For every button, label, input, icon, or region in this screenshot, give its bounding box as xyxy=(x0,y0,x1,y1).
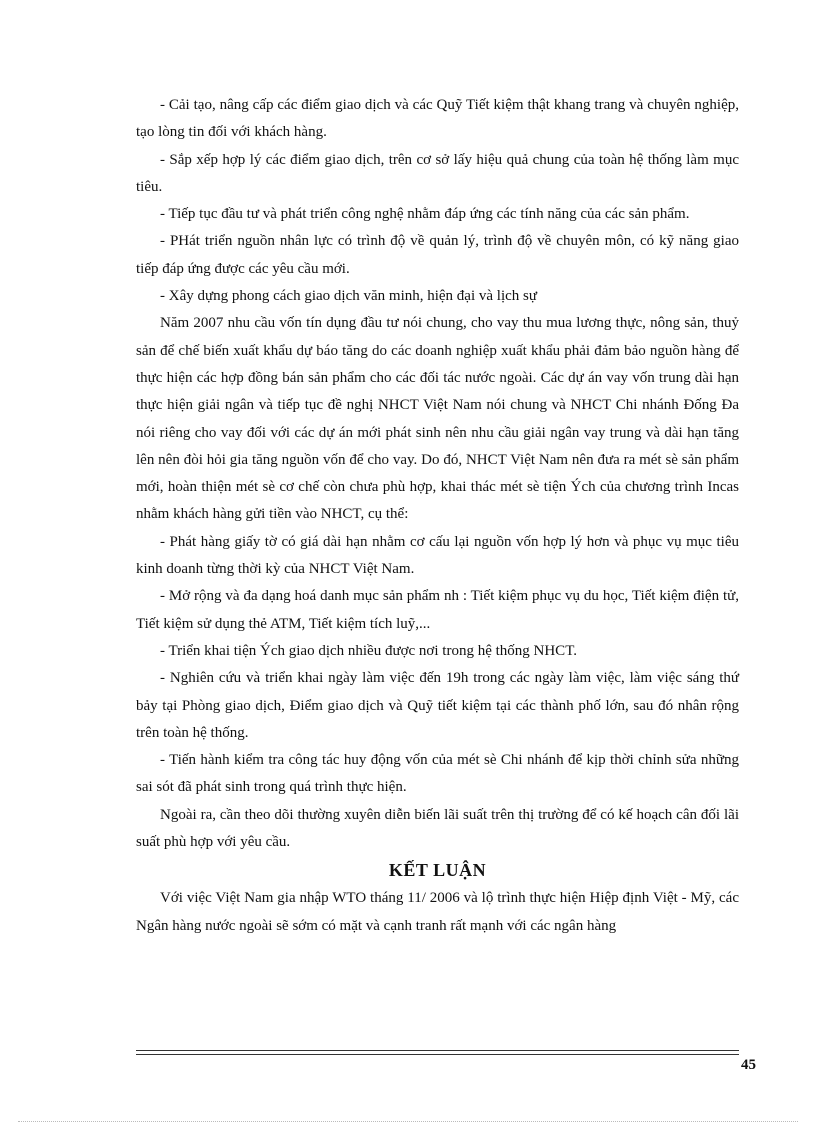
footer-divider xyxy=(136,1050,739,1055)
body-text xyxy=(136,92,739,940)
bullet-product-diversity: - Mở rộng và đa dạng hoá danh mục sản phẩm nh : Tiết kiệm phục vụ du học, Tiết kiệm điện tử, Tiết kiệm sử dụng thẻ ATM, Tiết kiệm tích luỹ,... xyxy=(136,588,739,632)
bullet-service-style: - Xây dựng phong cách giao dịch văn minh, hiện đại và lịch sự xyxy=(160,288,537,305)
conclusion-paragraph: Với việc Việt Nam gia nhập WTO tháng 11/ 2006 và lộ trình thực hiện Hiệp định Việt - Mỹ, các Ngân hàng nước ngoài sẽ sớm có mặt và cạnh tranh rất mạnh với các ngân hàng xyxy=(136,890,739,934)
paragraph-2007-demand: Năm 2007 nhu cầu vốn tín dụng đầu tư nói chung, cho vay thu mua lương thực, nông sản, thuỷ sản để chế biến xuất khẩu dự báo tăng do các doanh nghiệp xuất khẩu phải đảm bảo nguồn hàng để thực hiện các hợp đồng bán sản phẩm cho các đối tác nước ngoài. Các dự án vay vốn trung dài hạn thực hiện giải ngân và tiếp tục đề nghị NHCT Việt Nam nói chung và NHCT Chi nhánh Đống Đa nói riêng cho vay đối với các dự án mới phát sinh nên nhu cầu giải ngân vay trung và dài hạn tăng lên nên đòi hỏi gia tăng nguồn vốn để cho vay. Do đó, NHCT Việt Nam nên đưa ra mét sè sản phẩm mới, hoàn thiện mét sè cơ chế còn chưa phù hợp, khai thác mét sè tiện Ých của chương trình Incas nhằm khách hàng gửi tiền vào NHCT, cụ thể: xyxy=(136,315,739,523)
bullet-technology: - Tiếp tục đầu tư và phát triển công nghệ nhằm đáp ứng các tính năng của các sản phẩm. xyxy=(160,206,690,223)
bullet-long-term-papers: - Phát hàng giấy tờ có giá dài hạn nhằm cơ cấu lại nguồn vốn hợp lý hơn và phục vụ mục tiêu kinh doanh từng thời kỳ của NHCT Việt Nam. xyxy=(136,533,739,578)
conclusion-heading: KẾT LUẬN xyxy=(388,860,487,881)
bullet-human-resources: - PHát triển nguồn nhân lực có trình độ về quản lý, trình độ về chuyên môn, có kỹ năng giao tiếp đáp ứng được các yêu cầu mới. xyxy=(136,233,739,277)
bullet-extended-hours: - Nghiên cứu và triển khai ngày làm việc đến 19h trong các ngày làm việc, làm việc sáng thứ bảy tại Phòng giao dịch, Điểm giao dịch và Quỹ tiết kiệm tại các thành phố lớn, sau đó nhân rộng trên toàn hệ thống. xyxy=(136,670,739,741)
bullet-multi-branch-transactions: - Triển khai tiện Ých giao dịch nhiều được nơi trong hệ thống NHCT. xyxy=(160,642,577,659)
page-number: 45 xyxy=(741,1057,756,1073)
bullet-inspection: - Tiến hành kiểm tra công tác huy động vốn của mét sè Chi nhánh để kịp thời chỉnh sửa những sai sót đã phát sinh trong quá trình thực hiện. xyxy=(136,752,739,796)
bullet-arrange-branches: - Sắp xếp hợp lý các điểm giao dịch, trên cơ sở lấy hiệu quả chung của toàn hệ thống làm mục tiêu. xyxy=(136,151,739,195)
paragraph-interest-monitoring: Ngoài ra, cần theo dõi thường xuyên diễn biến lãi suất trên thị trường để có kế hoạch cân đối lãi suất phù hợp với yêu cầu. xyxy=(136,806,739,851)
bullet-upgrade-branches: - Cải tạo, nâng cấp các điểm giao dịch và các Quỹ Tiết kiệm thật khang trang và chuyên nghiệp, tạo lòng tin đối với khách hàng. xyxy=(136,97,739,141)
page-break-line xyxy=(18,1121,798,1122)
